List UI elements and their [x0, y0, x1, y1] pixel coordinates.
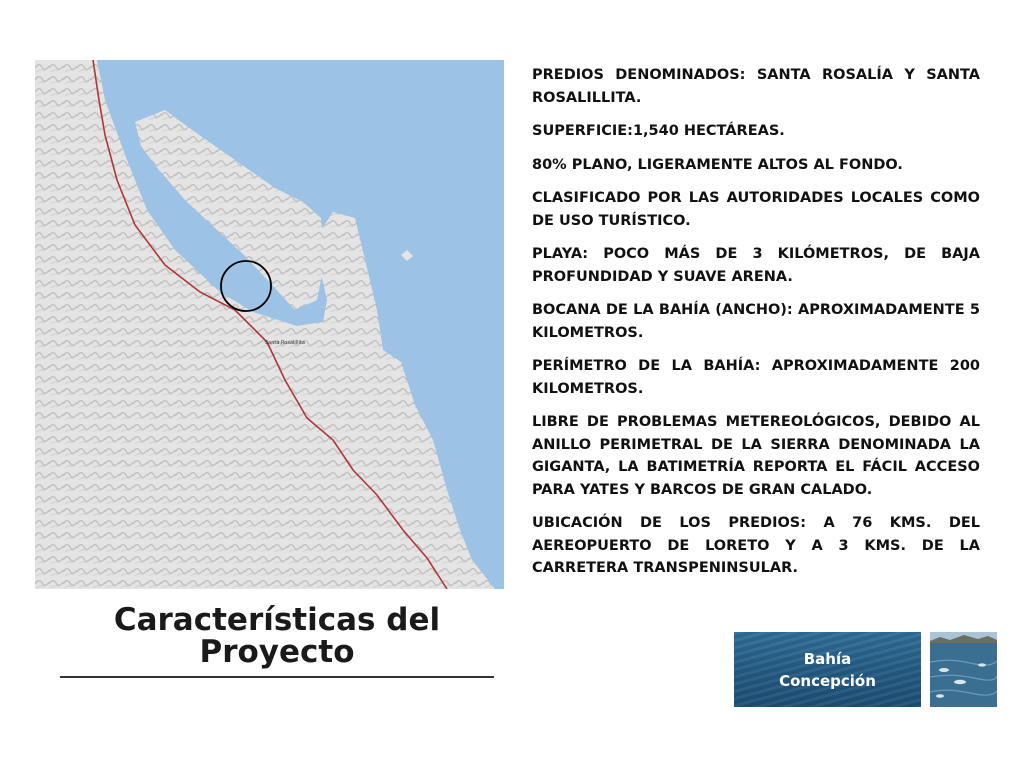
slide-title-line1: Características del [113, 602, 441, 638]
bahia-button-line2: Concepción [779, 671, 876, 690]
bay-photo-thumbnail[interactable] [930, 632, 997, 707]
detail-bay-perimeter: PERÍMETRO DE LA BAHÍA: APROXIMADAMENTE 200 KILOMETROS. [532, 358, 980, 397]
detail-weather: LIBRE DE PROBLEMAS METEREOLÓGICOS, DEBIDO AL ANILLO PERIMETRAL DE LA SIERRA DENOMINADA LA GIGANTA, LA BATIMETRÍA REPORTA EL FÁCIL ACCESO PARA YATES Y BARCOS DE GRAN CALADO. [532, 414, 980, 498]
detail-location: UBICACIÓN DE LOS PREDIOS: A 76 KMS. DEL AEREOPUERTO DE LORETO Y A 3 KMS. DE LA CARRETERA TRANSPENINSULAR. [532, 515, 980, 576]
slide-title-line2: Proyecto [199, 634, 355, 670]
slide-title [60, 604, 494, 668]
bay-photo-image [930, 632, 997, 707]
bahia-concepcion-button[interactable] [734, 632, 921, 707]
bahia-button-line1: Bahía [803, 649, 852, 668]
project-details-list [532, 64, 980, 591]
detail-classification: CLASIFICADO POR LAS AUTORIDADES LOCALES COMO DE USO TURÍSTICO. [532, 190, 980, 229]
title-underline [60, 676, 494, 678]
detail-terrain: 80% PLANO, LIGERAMENTE ALTOS AL FONDO. [532, 156, 903, 173]
detail-surface: SUPERFICIE:1,540 HECTÁREAS. [532, 123, 785, 139]
detail-properties: PREDIOS DENOMINADOS: SANTA ROSALÍA Y SANTA ROSALILLITA. [532, 67, 980, 106]
detail-bay-mouth: BOCANA DE LA BAHÍA (ANCHO): APROXIMADAMENTE 5 KILOMETROS. [532, 302, 980, 341]
detail-beach: PLAYA: POCO MÁS DE 3 KILÓMETROS, DE BAJA PROFUNDIDAD Y SUAVE ARENA. [532, 246, 980, 285]
bay-map [35, 60, 504, 589]
map-place-label: Santa Rosalillita [265, 340, 305, 346]
map-image [35, 60, 504, 589]
